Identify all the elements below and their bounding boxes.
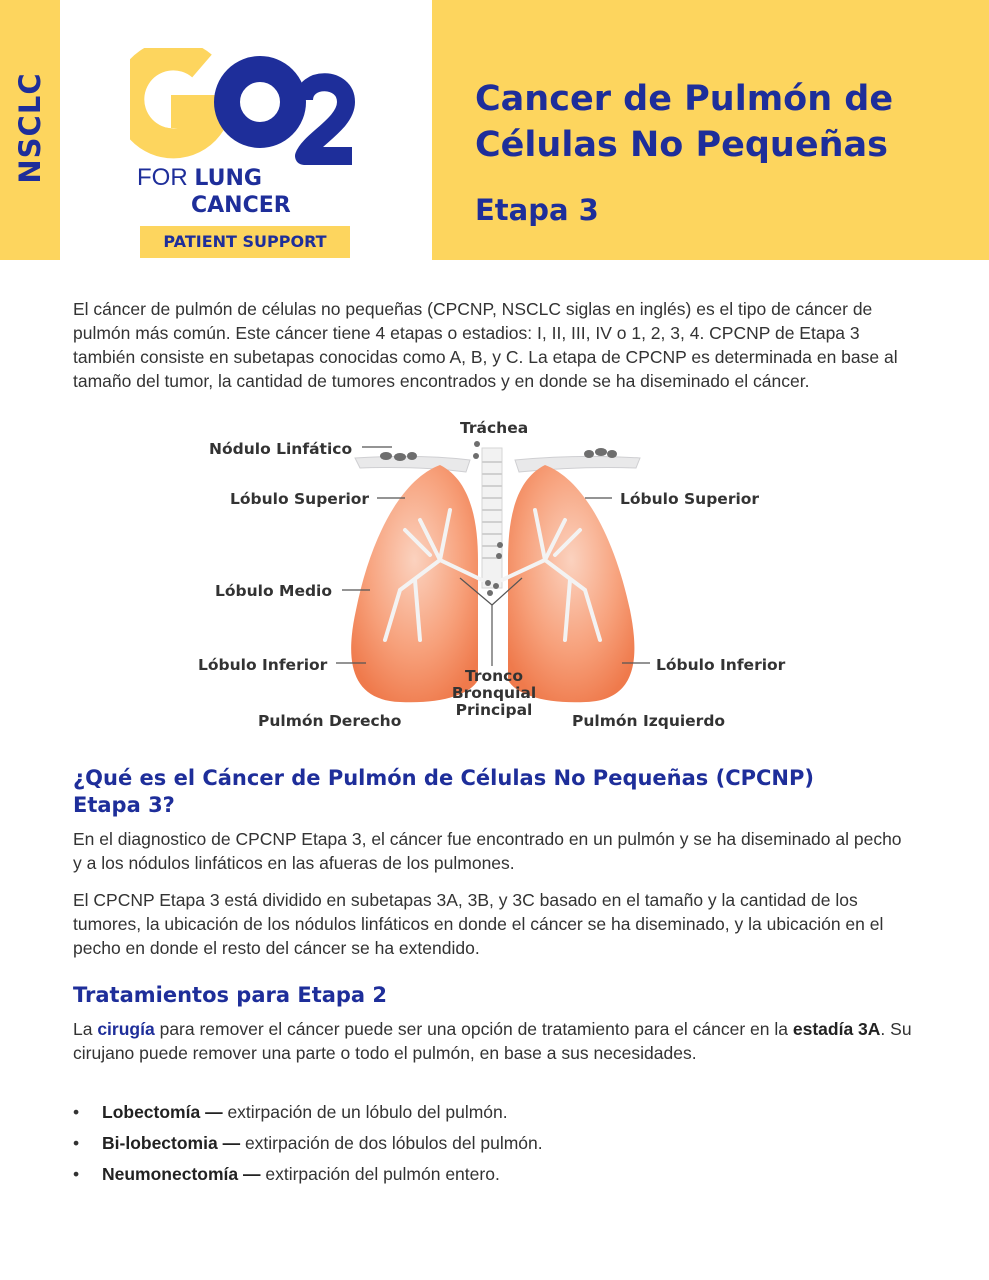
label-lower-lobe-right-lung: Lóbulo Inferior [198, 656, 328, 674]
label-main-bronchus: Tronco Bronquial Principal [451, 667, 537, 719]
go2-logo-mark [130, 48, 360, 166]
logo-patient-support: PATIENT SUPPORT [140, 226, 350, 258]
section1-paragraph-2: El CPCNP Etapa 3 está dividido en subetapas 3A, 3B, y 3C basado en el tamaño y la cantidad de los tumores, la ubicación de los nódulos linfáticos en donde el cáncer se ha diseminado, y la ubicación en el pecho en donde el resto del cáncer se ha extendido. [73, 890, 884, 958]
section-heading-what-is: ¿Qué es el Cáncer de Pulmón de Células No Pequeñas (CPCNP) Etapa 3? [73, 766, 814, 817]
section-heading-treatments: Tratamientos para Etapa 2 [73, 983, 388, 1007]
section1-paragraph-1: En el diagnostico de CPCNP Etapa 3, el cáncer fue encontrado en un pulmón y se ha diseminado al pecho y a los nódulos linfáticos en las afueras de los pulmones. [73, 829, 902, 873]
logo-cancer: CANCER [191, 193, 291, 218]
side-band [0, 0, 60, 260]
title-band [432, 0, 989, 260]
logo-for-lung: FOR LUNG [137, 164, 262, 191]
label-right-lung: Pulmón Derecho [258, 712, 402, 730]
label-trachea: Tráchea [460, 419, 529, 437]
list-item: • Neumonectomía — extirpación del pulmón entero. [73, 1162, 543, 1186]
label-middle-lobe: Lóbulo Medio [215, 582, 333, 600]
label-upper-lobe-left-lung: Lóbulo Superior [620, 490, 760, 508]
list-item: • Lobectomía — extirpación de un lóbulo del pulmón. [73, 1100, 543, 1124]
side-label: NSCLC [13, 72, 47, 184]
intro-paragraph: El cáncer de pulmón de células no pequeñas (CPCNP, NSCLC siglas en inglés) es el tipo de cáncer de pulmón más común. Este cáncer tiene 4 etapas o estadios: I, II, III, IV o 1, 2, 3, 4. CPCNP de Etapa 3 también consiste en subetapas conocidas como A, B, y C. La etapa de CPCNP es determinada en base al tamaño del tumor, la cantidad de tumores encontrados y en donde se ha diseminado el cáncer. [73, 299, 898, 391]
page-title: Cancer de Pulmón de Células No Pequeñas [475, 79, 894, 165]
page-subtitle: Etapa 3 [475, 193, 599, 227]
label-lymph-node: Nódulo Linfático [209, 440, 353, 458]
section2-paragraph: La cirugía para remover el cáncer puede ser una opción de tratamiento para el cáncer en la estadía 3A. Su cirujano puede remover una parte o todo el pulmón, en base a sus necesidades. [73, 1019, 912, 1063]
label-upper-lobe-right-lung: Lóbulo Superior [230, 490, 370, 508]
label-lower-lobe-left-lung: Lóbulo Inferior [656, 656, 786, 674]
surgery-highlight: cirugía [97, 1019, 155, 1039]
procedure-list [73, 1100, 543, 1193]
label-left-lung: Pulmón Izquierdo [572, 712, 726, 730]
list-item: • Bi-lobectomia — extirpación de dos lóbulos del pulmón. [73, 1131, 543, 1155]
